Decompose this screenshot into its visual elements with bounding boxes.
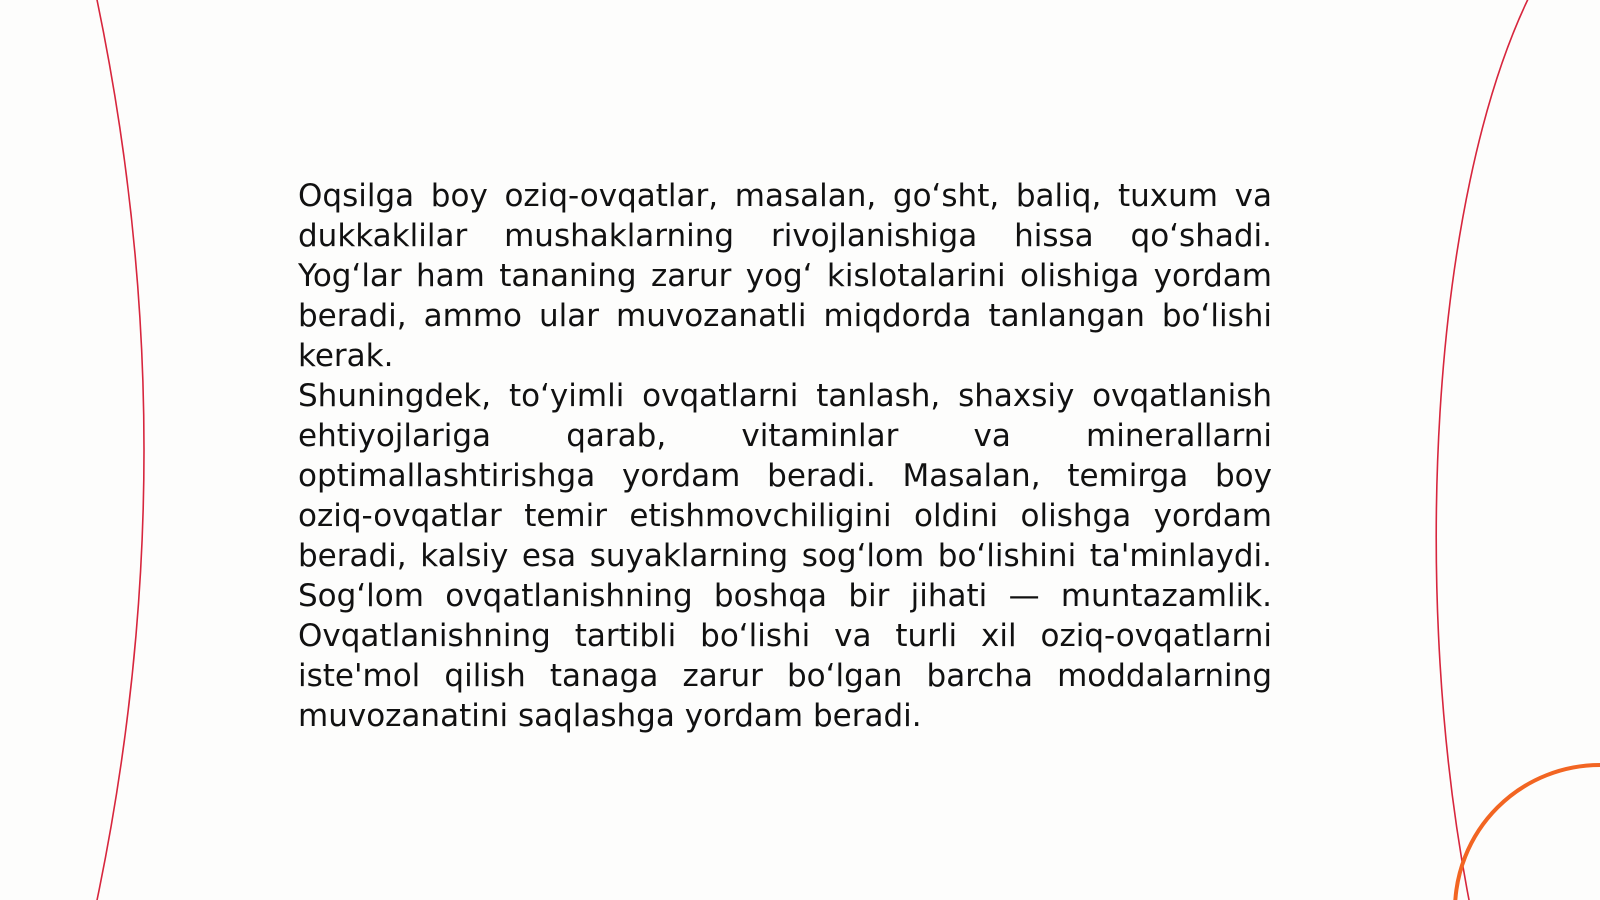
body-text bbox=[298, 176, 1272, 736]
paragraph-2: Shuningdek, to‘yimli ovqatlarni tanlash, shaxsiy ovqatlanish ehtiyojlariga qarab, vitaminlar va minerallarni optimallashtirishga yordam beradi. Masalan, temirga boy oziq-ovqatlar temir etishmovchiligini oldini olishga yordam beradi, kalsiy esa suyaklarning sog‘lom bo‘lishini ta'minlaydi. Sog‘lom ovqatlanishning boshqa bir jihati — muntazamlik. Ovqatlanishning tartibli bo‘lishi va turli xil oziq-ovqatlarni iste'mol qilish tanaga zarur bo‘lgan barcha moddalarning muvozanatini saqlashga yordam beradi. bbox=[298, 378, 1272, 734]
orange-circle-decoration bbox=[1455, 765, 1600, 900]
right-curve-line bbox=[1436, 0, 1530, 900]
left-curve-line bbox=[96, 0, 144, 900]
paragraph-1: Oqsilga boy oziq-ovqatlar, masalan, go‘sht, baliq, tuxum va dukkaklilar mushaklarning rivojlanishiga hissa qo‘shadi. Yog‘lar ham tananing zarur yog‘ kislotalarini olishiga yordam beradi, ammo ular muvozanatli miqdorda tanlangan bo‘lishi kerak. bbox=[298, 178, 1272, 374]
